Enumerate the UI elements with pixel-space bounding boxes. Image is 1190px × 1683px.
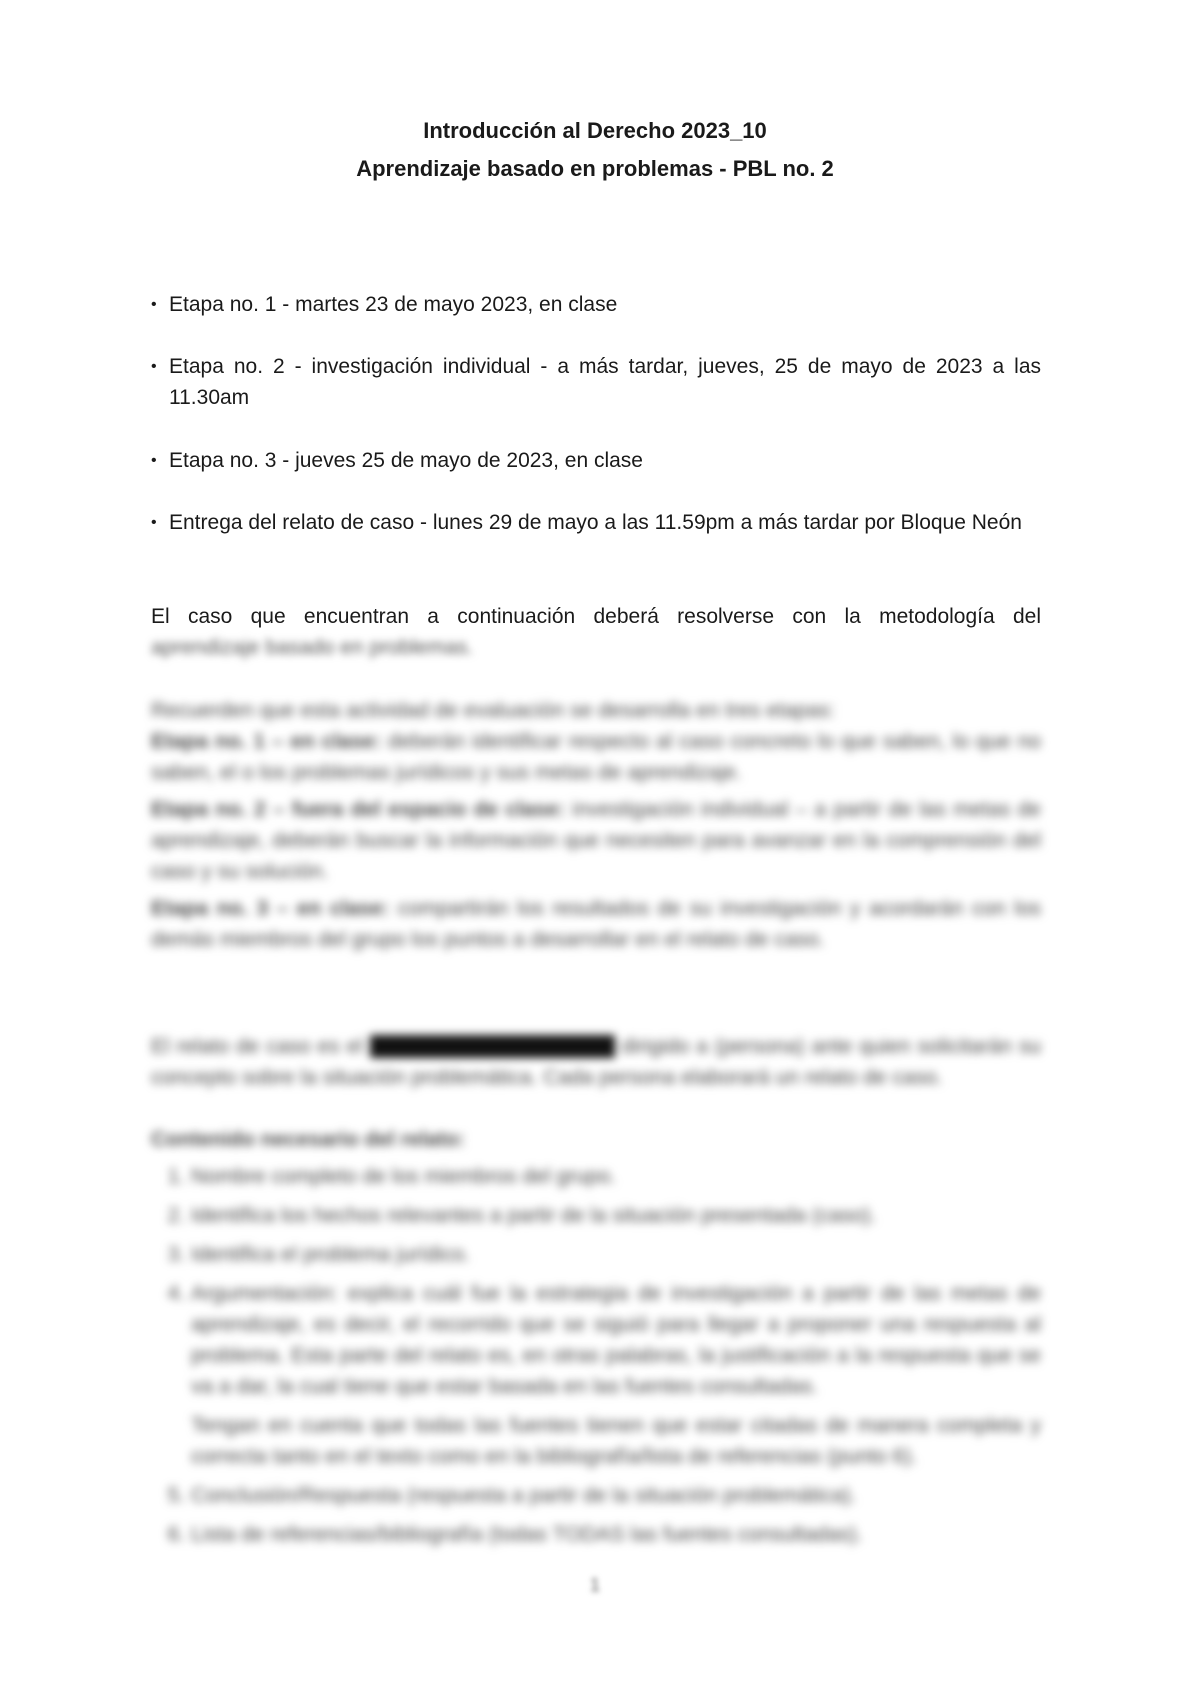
list-item-text: Argumentación: explica cuál fue la estrategia de investigación a partir de las metas de aprendizaje, es decir, el recorrido que se siguió para llegar a proponer una respuesta al problema. Esta parte del relato es, en otras palabras, la justificación a la respuesta que se va a dar, la cual tiene que estar basada en las fuentes consultadas. [191,1282,1041,1398]
content-heading: Contenido necesario del relato: [151,1128,465,1151]
list-item [191,1278,1041,1472]
list-item: 5. Conclusión/Respuesta (respuesta a partir de la situación problemática). [191,1480,1041,1511]
intro-paragraph [151,601,1041,663]
stage-1-text: deberán identificar respecto al caso concreto lo que saben, lo que no saben, el o los problemas jurídicos y sus metas de aprendizaje. [151,730,1041,784]
content-list [151,1161,1041,1550]
stage-3-paragraph [151,893,1041,955]
intro-line-2-blurred: aprendizaje basado en problemas. [151,636,474,659]
stage-1-paragraph [151,726,1041,788]
document-subtitle: Aprendizaje basado en problemas - PBL no. 2 [356,156,834,181]
list-item: 2. Identifica los hechos relevantes a partir de la situación presentada (caso). [191,1200,1041,1231]
stages-section-blurred [151,695,1041,955]
stages-intro: Recuerden que esta actividad de evaluación se desarrolla en tres etapas: [151,699,836,722]
list-item: 6. Lista de referencias/bibliografía (todas TODAS las fuentes consultadas). [191,1519,1041,1550]
relato-pre: El relato de caso es el [151,1035,363,1058]
stage-1-label: Etapa no. 1 – en clase: [151,730,382,753]
document-title: Introducción al Derecho 2023_10 [423,118,767,143]
schedule-item-1 [151,289,1041,320]
schedule-item-3 [151,445,1041,476]
schedule-item-text: • Etapa no. 2 - investigación individual - a más tardar, jueves, 25 de mayo de 2023 a las 11.30am [151,351,1041,413]
schedule-item-text: • Entrega del relato de caso - lunes 29 de mayo a las 11.59pm a más tardar por Bloque Neón [151,507,1041,538]
schedule-item-2 [151,351,1041,413]
stage-3-label: Etapa no. 3 – en clase: [151,897,390,920]
schedule-item-text: • Etapa no. 1 - martes 23 de mayo 2023, en clase [151,289,1041,320]
list-item-note: Tengan en cuenta que todas las fuentes tienen que estar citadas de manera completa y correcta tanto en el texto como en la bibliografía/lista de referencias (punto 6). [191,1414,1041,1468]
list-item: 3. Identifica el problema jurídico. [191,1239,1041,1270]
list-item: 1. Nombre completo de los miembros del grupo. [191,1161,1041,1192]
relato-highlight: texto argumentativo breve [369,1035,615,1058]
page-number: 1 [589,1575,600,1595]
relato-paragraph-blurred [151,1031,1041,1093]
stage-2-text: investigación individual – a partir de las metas de aprendizaje, deberán buscar la información que necesiten para avanzar en la comprensión del caso y su solución. [151,798,1041,883]
stage-2-paragraph [151,794,1041,887]
schedule-item-4 [151,507,1041,538]
content-requirements-blurred [151,1124,1041,1558]
intro-line-1: El caso que encuentran a continuación deberá resolverse con la metodología del [151,605,1041,628]
schedule-item-text: • Etapa no. 3 - jueves 25 de mayo de 2023, en clase [151,445,1041,476]
relato-post: dirigido a (persona) ante quien solicitarán su concepto sobre la situación problemática. Cada persona elaborará un relato de caso. [151,1035,1041,1089]
stage-3-text: compartirán los resultados de su investigación y acordarán con los demás miembros del grupo los puntos a desarrollar en el relato de caso. [151,897,1042,951]
stage-2-label: Etapa no. 2 – fuera del espacio de clase: [151,798,565,821]
